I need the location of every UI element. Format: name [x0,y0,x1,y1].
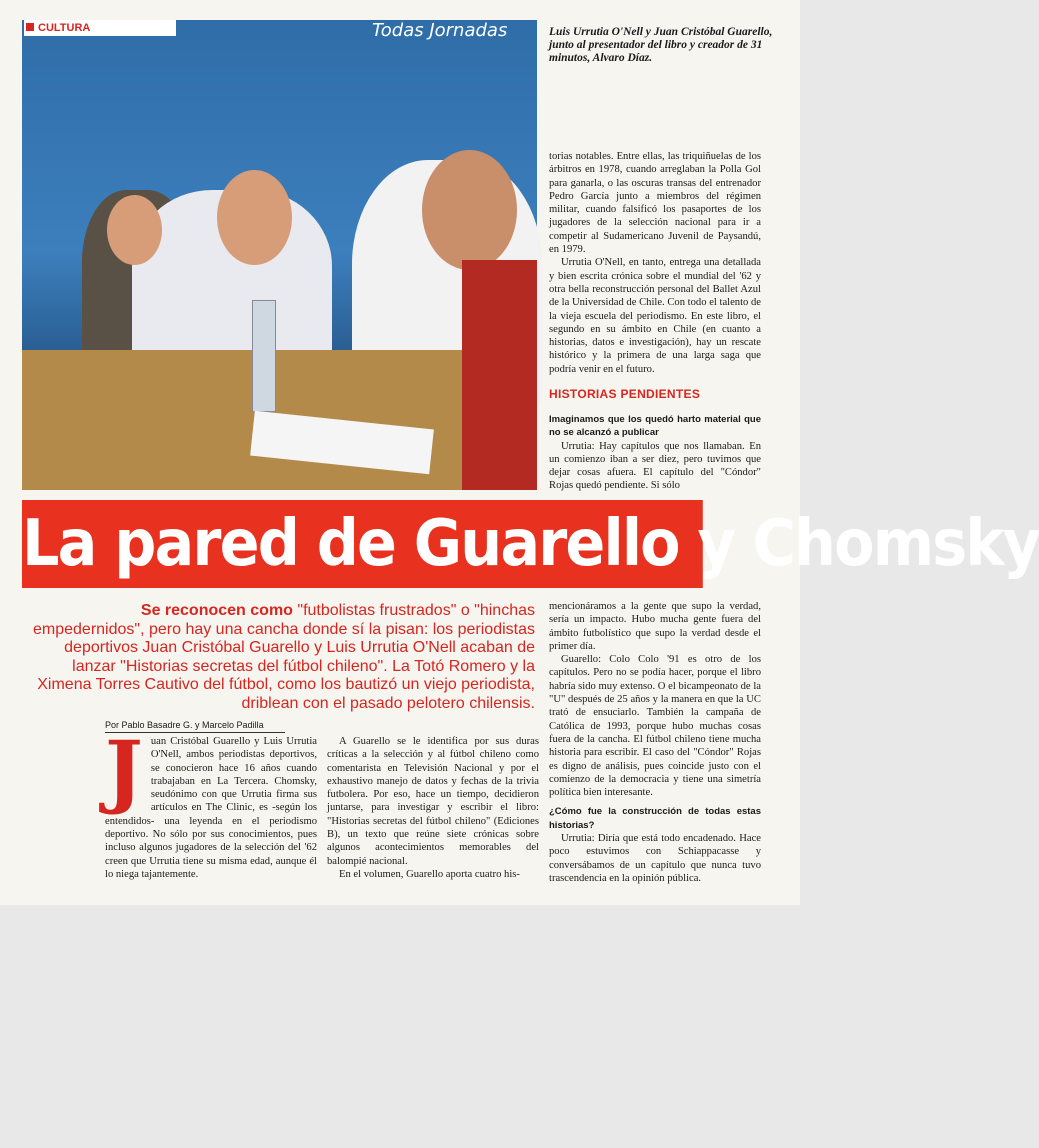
book-cover [462,260,537,490]
photo-banner: Todas Jornadas [372,20,508,41]
head [422,150,517,270]
article-column-2 [327,735,539,881]
article-column-right-top [549,150,761,376]
paragraph: Urrutia O'Nell, en tanto, entrega una detallada y bien escrita crónica sobre el mundial del '62 y otra bella reconstrucción personal del Ballet Azul de la Universidad de Chile. Con todo el talento de la vieja escuela del periodismo. En este libro, el segundo en su ámbito en Chile (en cuanto a historias, datos e investigación), hay un rescate histórico y la primera de una larga saga que podría venir en el futuro. [549,257,761,375]
drop-cap: J [105,723,143,817]
subheading: HISTORIAS PENDIENTES [549,387,701,401]
interview-block [549,407,761,493]
paragraph: A Guarello se le identifica por sus duras críticas a la selección y al fútbol chileno como comentarista en Televisión Nacional y por el exhaustivo manejo de datos y fechas de la trivia futbolera. Por eso, hace un tiempo, decidieron juntarse, para investigar y escribir el libro: "Historias secretas del fútbol chileno" (Ediciones B), un texto que reúne siete crónicas sobre algunos acontecimientos memorables del balompié nacional. [327,736,539,867]
section-text: CULTURA [38,22,91,34]
lead-paragraph [30,602,535,713]
head [107,195,162,265]
question: Imaginamos que los quedó harto material que no se alcanzó a publicar [549,414,761,439]
lead-bold: Se reconocen como [140,602,293,619]
paragraph: torias notables. Entre ellas, las triquiñuelas de los árbitros en 1978, cuando arreglaban la Polla Gol para ganarla, o las oscuras transas del entrenador Pedro García junto a miembros del régimen militar, cuando falsificó los pasaportes de los jugadores de la selección nacional para ir a competir al Sudamericano Juvenil de Paysandú, en 1979. [549,151,761,256]
water-bottle [252,300,276,412]
article-column-3 [549,600,761,885]
paragraph: uan Cristóbal Guarello y Luis Urrutia O'Nell, ambos periodistas deportivos, se conocieron hace 16 años cuando trabajaban en La Tercera. Chomsky, seudónimo con que Urrutia firma sus artículos en The Clinic, es -según los entendidos- una leyenda en el periodismo deportivo. No sólo por sus conocimientos, pues incluso algunos jugadores de la selección del '62 creen que Urrutia tiene su misma edad, aunque él lo niega tajantemente. [105,736,317,880]
answer: Urrutia: Hay capítulos que nos llamaban. En un comienzo iban a ser diez, pero tuvimos que dejar cosas afuera. El capítulo del "Cóndor" Rojas quedó pendiente. Si sólo [549,440,761,492]
head [217,170,292,265]
lead-text: "futbolistas frustrados" o "hinchas empedernidos", pero hay una cancha donde sí la pisan: los periodistas deportivos Juan Cristóbal Guarello y Luis Urrutia O'Nell acaban de lanzar "Historias secretas del fútbol chileno". La Totó Romero y la Ximena Torres Cautivo del fútbol, como los bautizó un viejo periodista, driblean con el pasado pelotero chilensis. [33,602,535,712]
paragraph: En el volumen, Guarello aporta cuatro his- [339,868,520,880]
question: ¿Cómo fue la construcción de todas estas historias? [549,806,761,831]
section-label [24,20,176,36]
section-marker [26,23,34,31]
headline: La pared de Guarello y Chomsky [22,500,703,588]
paragraph: mencionáramos a la gente que supo la verdad, sería un impacto. Hubo mucha gente fuera del ámbito futbolístico que supo la verdad desde el primer día. [549,601,761,652]
event-photo [22,20,537,482]
paragraph: Guarello: Colo Colo '91 es otro de los capítulos. Pero no se podía hacer, porque el libro habría sido muy extenso. O el bicampeonato de la "U" después de 25 años y la manera en que la UC trató de ensuciarlo. También la campaña de Católica de 1993, porque hubo muchas cosas fuera de la cancha. El fútbol chileno tiene mucha historia para escribir. El caso del "Cóndor" Rojas es digno de análisis, pues coincide justo con el comienzo de la democracia y tiene una simetría política bien interesante. [549,654,761,799]
answer: Urrutia: Diría que está todo encadenado. Hace poco estuvimos con Schiappacasse y conversábamos de un capítulo que nunca tuvo trascendencia en la opinión pública. [549,833,761,884]
byline: Por Pablo Basadre G. y Marcelo Padilla [105,720,285,733]
photo-caption: Luis Urrutia O'Nell y Juan Cristóbal Guarello, junto al presentador del libro y creador de 31 minutos, Alvaro Díaz. [549,26,773,64]
